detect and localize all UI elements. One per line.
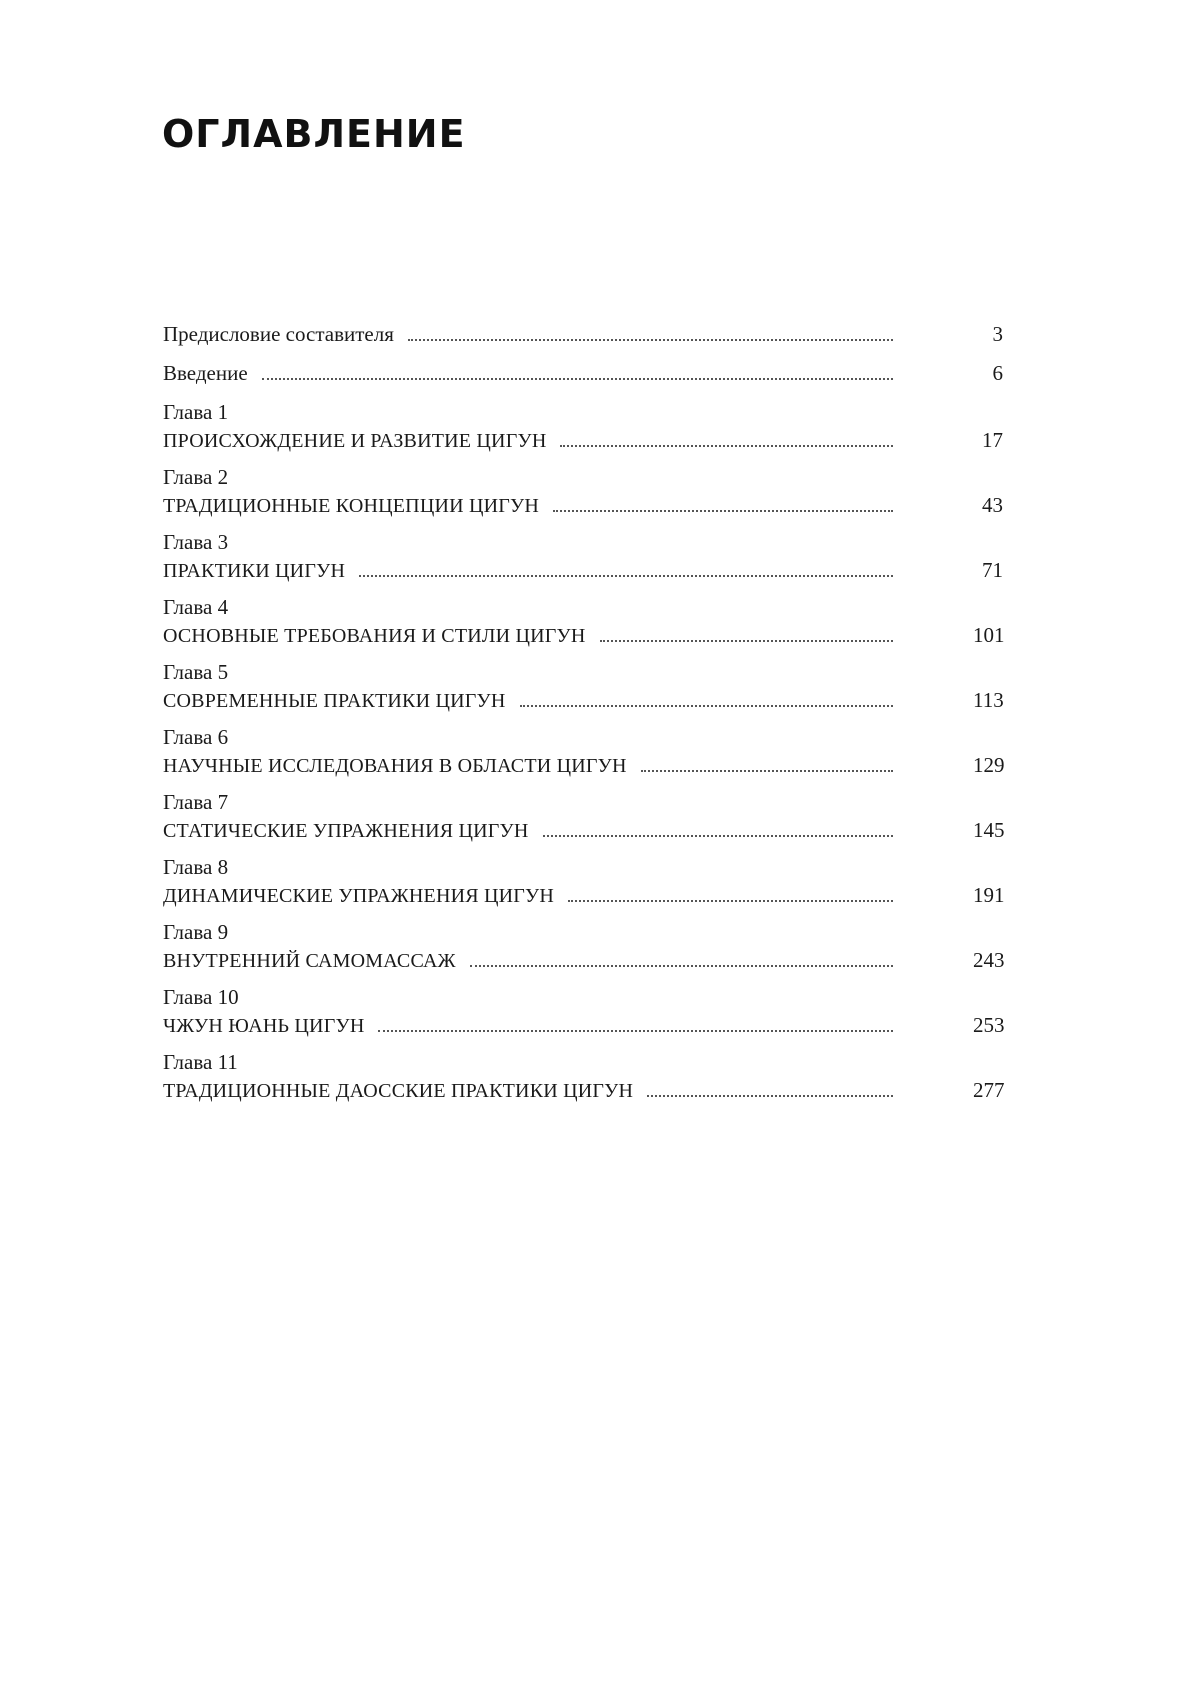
toc-page-number: 191 [973,883,1005,907]
toc-page-number: 3 [992,322,1003,346]
toc-entry-chapter-2[interactable] [163,463,1003,520]
chapter-title: НАУЧНЫЕ ИССЛЕДОВАНИЯ В ОБЛАСТИ ЦИГУН [163,755,627,777]
toc-entry-preface[interactable] [163,320,1003,348]
toc-page-number: 6 [992,361,1003,385]
toc-entry-chapter-9[interactable] [163,918,1003,975]
chapter-title: СОВРЕМЕННЫЕ ПРАКТИКИ ЦИГУН [163,690,506,712]
dot-leader [568,900,893,902]
dot-leader [560,445,893,447]
chapter-list [163,398,1003,1105]
toc-entry-chapter-1[interactable] [163,398,1003,455]
toc-entry-chapter-7[interactable] [163,788,1003,845]
toc-row [163,621,1003,650]
toc-row [163,816,1003,845]
toc-row [163,751,1003,780]
toc-entry-chapter-6[interactable] [163,723,1003,780]
dot-leader [359,575,893,577]
dot-leader [543,835,893,837]
toc-page-number: 129 [973,753,1005,777]
toc-page-number: 101 [973,623,1005,647]
chapter-label: Глава 4 [163,595,229,619]
chapter-title: ПРОИСХОЖДЕНИЕ И РАЗВИТИЕ ЦИГУН [163,430,547,452]
dot-leader [641,770,893,772]
chapter-title: ОСНОВНЫЕ ТРЕБОВАНИЯ И СТИЛИ ЦИГУН [163,625,586,647]
page-title: ОГЛАВЛЕНИЕ [162,112,466,156]
toc-row [163,556,1003,585]
chapter-label: Глава 7 [163,790,229,814]
dot-leader [262,378,893,380]
chapter-label: Глава 2 [163,465,229,489]
chapter-label: Глава 9 [163,920,229,944]
chapter-title: ТРАДИЦИОННЫЕ КОНЦЕПЦИИ ЦИГУН [163,495,540,517]
toc-entry-chapter-5[interactable] [163,658,1003,715]
dot-leader [408,339,893,341]
toc-page-number: 17 [982,428,1003,452]
toc-row [163,686,1003,715]
toc-entry-chapter-4[interactable] [163,593,1003,650]
toc-page-number: 277 [973,1078,1005,1102]
chapter-title: ПРАКТИКИ ЦИГУН [163,560,346,582]
toc-entry-introduction[interactable] [163,359,1003,387]
chapter-label: Глава 3 [163,530,229,554]
toc-page-number: 71 [982,558,1003,582]
dot-leader [647,1095,893,1097]
chapter-label: Глава 11 [163,1050,238,1074]
toc-row [163,946,1003,975]
chapter-title: ВНУТРЕННИЙ САМОМАССАЖ [163,950,456,972]
chapter-label: Глава 6 [163,725,229,749]
chapter-title: ДИНАМИЧЕСКИЕ УПРАЖНЕНИЯ ЦИГУН [163,885,555,907]
toc-entry-title: Введение [163,361,248,385]
toc-row [163,491,1003,520]
toc-entry-chapter-11[interactable] [163,1048,1003,1105]
toc-row [163,1076,1003,1105]
toc-entry-title: Предисловие составителя [163,322,394,346]
toc-row [163,320,1003,348]
toc-entry-chapter-10[interactable] [163,983,1003,1040]
toc-row [163,359,1003,387]
toc-row [163,1011,1003,1040]
dot-leader [520,705,894,707]
chapter-title: ТРАДИЦИОННЫЕ ДАОССКИЕ ПРАКТИКИ ЦИГУН [163,1080,634,1102]
dot-leader [470,965,893,967]
chapter-title: СТАТИЧЕСКИЕ УПРАЖНЕНИЯ ЦИГУН [163,820,529,842]
chapter-label: Глава 10 [163,985,239,1009]
dot-leader [600,640,893,642]
toc-page-number: 113 [973,688,1004,712]
dot-leader [378,1030,893,1032]
toc-entry-chapter-8[interactable] [163,853,1003,910]
chapter-title: ЧЖУН ЮАНЬ ЦИГУН [163,1015,365,1037]
toc-row [163,881,1003,910]
toc-entry-chapter-3[interactable] [163,528,1003,585]
dot-leader [553,510,893,512]
toc-row [163,426,1003,455]
toc-page-number: 243 [973,948,1005,972]
toc-page-number: 43 [982,493,1003,517]
chapter-label: Глава 5 [163,660,229,684]
chapter-label: Глава 1 [163,400,229,424]
table-of-contents [163,320,1003,1113]
chapter-label: Глава 8 [163,855,229,879]
toc-page-number: 253 [973,1013,1005,1037]
toc-page-number: 145 [973,818,1005,842]
